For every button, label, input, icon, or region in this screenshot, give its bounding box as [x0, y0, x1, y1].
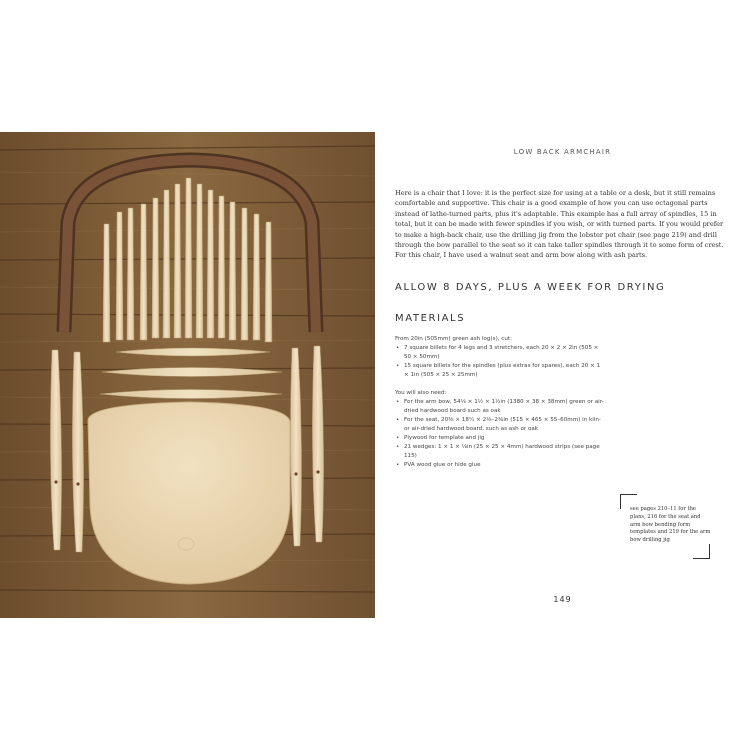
list-item: • 7 square billets for 4 legs and 3 stretchers, each 20 × 2 × 2in (505 × 50 × 50mm): [395, 344, 605, 362]
intro-paragraph: Here is a chair that I love: it is the perfect size for using at a table or a desk, but it still remains comfortable and supportive. This chair is a good example of how you can use octagonal parts instead of lathe-turned parts, plus it's adaptable. This example has a full array of spindles, 15 in total, but it can be made with fewer spindles if you wish, or with turned parts. If you would prefer to make a high-back chair, use the drilling jig from the lobster pot chair (see page 219) and drill through the bow parallel to the seat so it can take taller spindles through it to some form of crest. For this chair, I have used a walnut seat and arm bow along with ash parts.: [395, 189, 724, 260]
drying-time-heading: ALLOW 8 DAYS, PLUS A WEEK FOR DRYING: [395, 282, 666, 293]
chair-parts-photo: [0, 132, 375, 618]
sidenote-text: see pages 210–11 for the plans, 216 for the seat and arm bow bending form templates and 219 for the arm bow drilling jig: [630, 506, 711, 544]
list-item: • PVA wood glue or hide glue: [395, 461, 605, 470]
list-item: • For the seat, 20⅜ × 18¼ × 2⅛–2⅜in (515 × 465 × 55–60mm) in kiln- or air-dried hardwood board, such as ash or oak: [395, 416, 605, 434]
cut-list: [395, 344, 605, 380]
list-item: • 21 wedges: 1 × 1 × ⅛in (25 × 25 × 4mm) hardwood strips (see page 115): [395, 443, 605, 461]
materials-heading: MATERIALS: [395, 313, 466, 324]
list-item: • Plywood for template and jig: [395, 434, 605, 443]
materials-lead: From 20in (505mm) green ash log(s), cut:: [395, 336, 513, 342]
photo-illustration: [0, 132, 375, 618]
list-item: • 15 square billets for the spindles (plus extras for spares), each 20 × 1 × 1in (505 × 25 × 25mm): [395, 362, 605, 380]
list-item: • For the arm bow, 54⅛ × 1½ × 1½in (1380 × 38 × 38mm) green or air-dried hardwood board such as oak: [395, 398, 605, 416]
running-head: LOW BACK ARMCHAIR: [513, 148, 612, 156]
also-need-list: [395, 398, 605, 470]
also-need-lead: You will also need:: [395, 390, 447, 396]
corner-bracket-bottom-right: [693, 544, 710, 559]
sidenote: [620, 494, 710, 559]
materials-list: [395, 335, 605, 479]
text-page: [375, 132, 750, 618]
page-number: 149: [553, 595, 572, 604]
